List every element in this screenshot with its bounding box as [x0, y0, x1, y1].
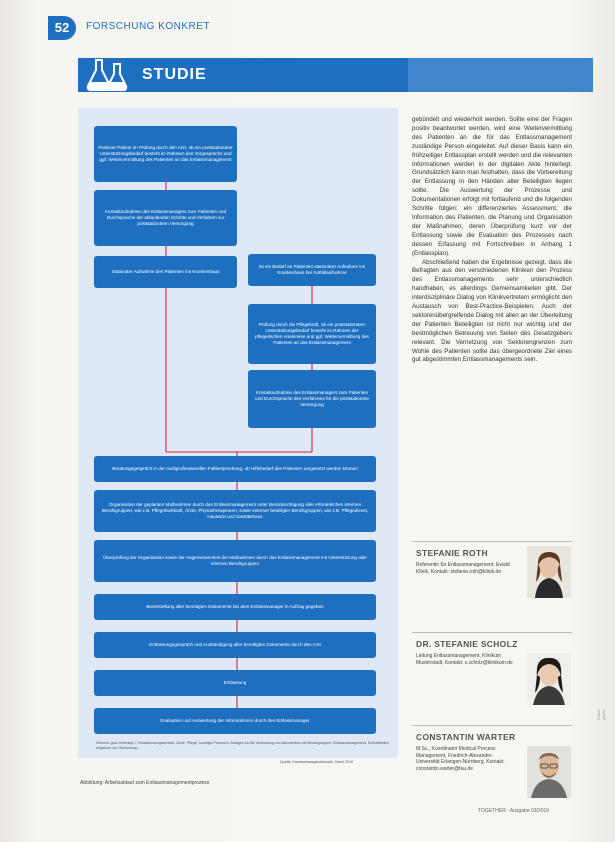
author-photo [527, 746, 571, 798]
banner-title: STUDIE [142, 66, 207, 83]
author-name: CONSTANTIN WARTER [416, 732, 516, 742]
author-name: DR. STEFANIE SCHOLZ [416, 639, 518, 649]
author-photo [527, 653, 571, 705]
author-card [412, 725, 572, 816]
paragraph: gebündelt und wiederholt werden. Sollte eine der Fragen positiv beantwortet werden, wird eine Weitervermittlung des Patienten an die für das Entlassmanagement zuständige Person eingeleitet. Auf dieser Basis kann ein frühzeitiger Entlassplan erstellt werden und die relevanten Informationen werden in der digitalen Akte hinterlegt. Grundsätzlich kann man festhalten, dass die Vorbereitung der Entlassung in den Händen aller Beteiligten liegen sollte. Die Auswertung der Prozesse und Dokumentationen erfolgt mit fortlaufend und die folgenden Schritte folgen: ein differenziertes Assessment, die Information des Patienten, die Planung und Organisation der Maßnahmen, deren Überprüfung kurz vor der Entlassung sowie die Evaluation des Prozesses nach dessen Erfassung mit Fortschreiben in Anhang 1 (Entlassplan). [412, 116, 572, 257]
flow-step-8: Organisation der geplanten Maßnahmen durch das Entlassmanagement unter Berücksichtigung aller erforderlichen internen Berufsgruppen, wie z.B. Pflegefachkraft, Ärzte, Physiotherapeuten, sowie externer beteiligter Berufsgruppen, wie z.B. Pflegedienst, Hausarzt und Sanitätshaus [94, 490, 376, 532]
author-description: Referentin für Entlassmanagement, Ewald Klinik, Kontakt: stefanie.roth@klinik.de [416, 562, 510, 575]
author-photo [527, 546, 571, 598]
flow-step-3: Stationäre Aufnahme des Patienten ins Krankenhaus [94, 256, 237, 288]
figure-caption: Abbildung: Arbeitsablauf zum Entlassmanagementprozess [80, 780, 210, 786]
flow-step-12: Entlassung [94, 670, 376, 696]
flow-step-5: Prüfung durch die Pflegekraft, ob ein poststationärer Unterstützungsbedarf besteht im Rahmen der pflegerischen Anamnese und ggf. Weitervermittlung des Patienten an das Entlassmanagement [248, 304, 376, 364]
author-list [412, 541, 572, 816]
flowchart-footnote: Hinweis: grau hinterlegt = Verantwortungsbereich: Ärzte, Pflege, sonstige Personen, Anlagen für die Verbindung von Netzwerken mit Berufsgruppen. Entlassmanagement, Schnittstellen, Angebote zur Überleitung... [96, 741, 391, 750]
flow-step-1: Positiver Patient im Prüfung durch den Arzt, ob ein poststationärer Unterstützungsbedarf besteht im Rahmen des Vorgesprächs und ggf. Weitervermittlung des Patienten an das Entlassmanagement [94, 126, 237, 182]
page-number: 52 [48, 16, 76, 40]
flow-step-11: Entlassungsgespräch und Aushändigung aller benötigten Dokumente durch den Arzt [94, 632, 376, 658]
photo-credit: Fotos: privat [596, 708, 606, 720]
flow-step-7: Beratungsgespräch in der multiprofessionellen Fallbesprechung, ob Hilfebedarf des Patienten umgesetzt werden können [94, 456, 376, 482]
flow-step-4: Ist ein Bedarf an Patienten stationärer Aufnahme ins Krankenhaus bei Notfallaufnahme [248, 254, 376, 286]
author-card [412, 541, 572, 632]
flow-step-9: Überprüfung der Organisation sowie der Angemessenheit der Maßnahmen durch das Entlassmanagement mit Unterstützung aller internen Berufsgruppen [94, 540, 376, 582]
page-footer: TOGETHER · Ausgabe 03/2019 [478, 808, 550, 814]
article-body [412, 116, 572, 365]
author-name: STEFANIE ROTH [416, 548, 488, 558]
flow-step-2: Kontaktaufnahme des Entlassmanagers zum Patienten und Durchsprache der ablaufenden Schritte und Verfahren zur poststationären Versorgung [94, 190, 237, 246]
author-description: M.Sc., Koordinator Medical Process Management, Friedrich-Alexander-Universität Erlangen-Nürnberg, Kontakt: constantin.warter@fau.de [416, 746, 505, 772]
section-title: FORSCHUNG KONKRET [86, 21, 211, 32]
paragraph: Abschließend haben die Ergebnisse gezeigt, dass die Befragten aus den verschiedenen Kliniken den Prozess des Entlassmanagements sehr unterschiedlich handhaben, es allerdings Gemeinsamkeiten gibt. Der interdisziplinäre Dialog von Klinikvertretern ermöglicht den Austausch von Best-Practice-Beispielen. Auch der sektorenübergreifende Dialog mit allen an der Überleitung der Patienten Beteiligten ist nicht nur wichtig und der bestmöglichen Betreuung von Seiten des Gesetzgebers relevant. Die Vernetzung von Sektorengrenzen zum Wohle des Patienten sollte das übergeordnete Ziel eines gut abgestimmten Entlassmanagements sein. [412, 258, 572, 364]
flow-step-6: Kontaktaufnahme des Entlassmanagers zum Patienten und Durchsprache des Verfahrens für die poststationäre Versorgung [248, 370, 376, 428]
author-card [412, 632, 572, 725]
author-description: Leitung Entlassmanagement, Klinikum Musterstadt, Kontakt: s.scholz@klinikum.de [416, 653, 513, 666]
flow-step-10: Bereitstellung aller benötigten Dokumente bei dem Entlassmanager in Auftrag gegeben [94, 594, 376, 620]
flowchart-source: Quelle: Krankenhausgesellschaft, Stand 2018 [280, 760, 353, 764]
flow-step-13: Evaluation und Auswertung der Informationen durch den Entlassmanager [94, 708, 376, 734]
